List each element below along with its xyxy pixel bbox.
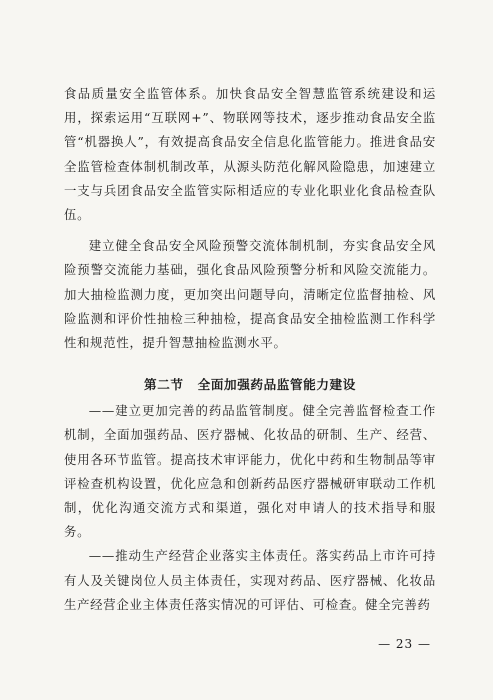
section-paragraph-2: ——推动生产经营企业落实主体责任。落实药品上市许可持有人及关键岗位人员主体责任，实现对药品、医疗器械、化妆品生产经营企业主体责任落实情况的可评估、可检查。健全完善药	[64, 548, 436, 612]
body-paragraph-2: 建立健全食品安全风险预警交流体制机制，夯实食品安全风险预警交流能力基础，强化食品风险预警分析和风险交流能力。加大抽检监测力度，更加突出问题导向，清晰定位监督抽检、风险监测和评价性抽检三种抽检，提高食品安全抽检监测工作科学性和规范性，提升智慧抽检监测水平。	[64, 238, 436, 351]
page-body	[64, 82, 436, 617]
body-paragraph-1: 食品质量安全监管体系。加快食品安全智慧监管系统建设和运用，探索运用“互联网+”、物联网等技术，逐步推动食品安全监管“机器换人”，有效提高食品安全信息化监管能力。推进食品安全监管检查体制机制改革，从源头防范化解风险隐患，加速建立一支与兵团食品安全监管实际相适应的专业化职业化食品检查队伍。	[64, 86, 436, 223]
section-number: 第二节	[144, 377, 184, 393]
section-title: 全面加强药品监管能力建设	[197, 377, 356, 393]
section-heading	[64, 373, 436, 397]
section-paragraph-1: ——建立更加完善的药品监管制度。健全完善监督检查工作机制，全面加强药品、医疗器械、化妆品的研制、生产、经营、使用各环节监管。提高技术审评能力，优化中药和生物制品等审评检查机构设置，优化应急和创新药品医疗器械研审联动工作机制，优化沟通交流方式和渠道，强化对申请人的技术指导和服务。	[64, 403, 436, 540]
page-number: — 23 —	[378, 637, 431, 651]
